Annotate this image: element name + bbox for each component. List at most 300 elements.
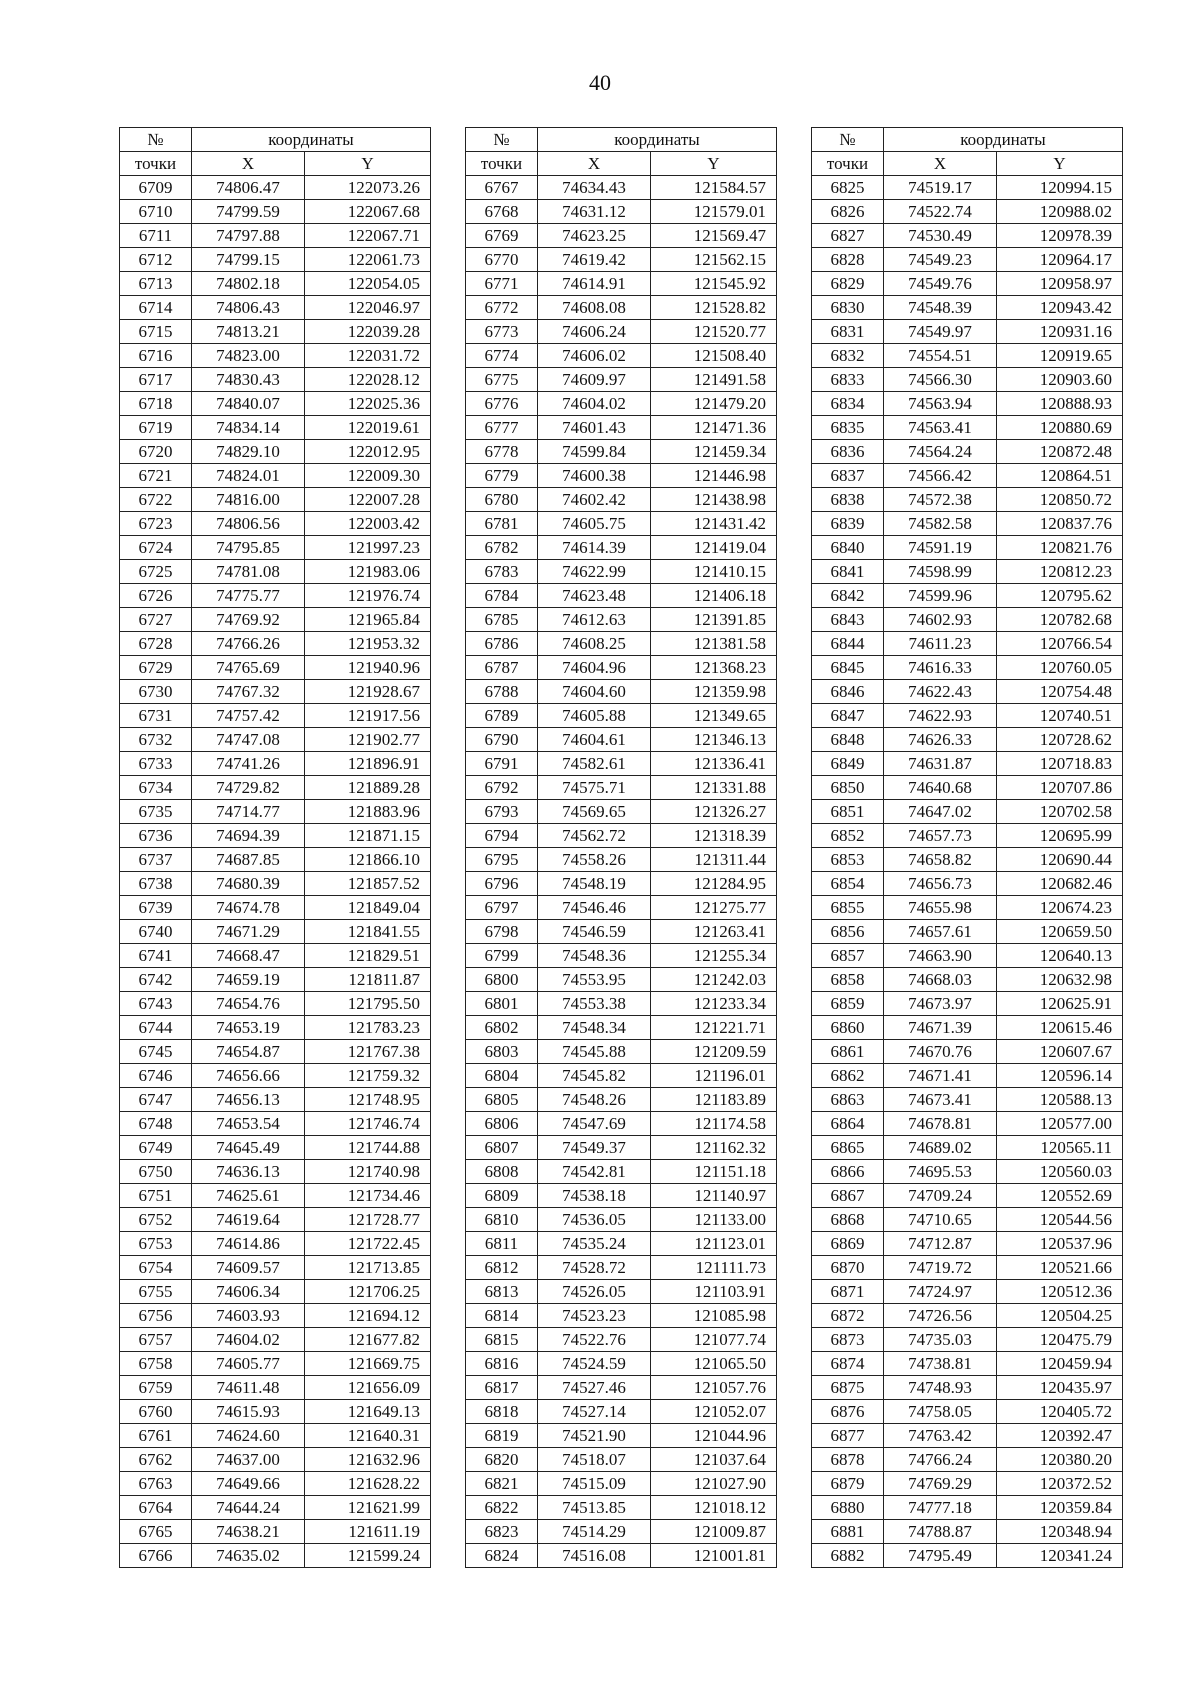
table-row: [466, 224, 777, 248]
table-row: [120, 272, 431, 296]
table-row: [812, 584, 1123, 608]
point-number-cell: 6826: [812, 200, 884, 224]
x-coordinate-cell: 74547.69: [538, 1112, 651, 1136]
point-number-cell: 6881: [812, 1520, 884, 1544]
point-number-cell: 6738: [120, 872, 192, 896]
x-coordinate-cell: 74788.87: [884, 1520, 997, 1544]
x-coordinate-cell: 74622.99: [538, 560, 651, 584]
table-row: [120, 656, 431, 680]
table-row: [466, 392, 777, 416]
y-coordinate-cell: 121628.22: [305, 1472, 431, 1496]
table-row: [466, 1472, 777, 1496]
point-number-cell: 6715: [120, 320, 192, 344]
point-number-cell: 6863: [812, 1088, 884, 1112]
point-number-cell: 6840: [812, 536, 884, 560]
x-coordinate-cell: 74649.66: [192, 1472, 305, 1496]
x-coordinate-cell: 74741.26: [192, 752, 305, 776]
x-coordinate-cell: 74663.90: [884, 944, 997, 968]
y-coordinate-cell: 121706.25: [305, 1280, 431, 1304]
table-row: [466, 800, 777, 824]
x-coordinate-cell: 74765.69: [192, 656, 305, 680]
x-coordinate-cell: 74605.77: [192, 1352, 305, 1376]
y-coordinate-cell: 121953.32: [305, 632, 431, 656]
table-row: [812, 488, 1123, 512]
point-number-cell: 6875: [812, 1376, 884, 1400]
y-coordinate-cell: 121009.87: [651, 1520, 777, 1544]
y-coordinate-cell: 122067.71: [305, 224, 431, 248]
x-coordinate-cell: 74655.98: [884, 896, 997, 920]
point-number-cell: 6780: [466, 488, 538, 512]
y-coordinate-cell: 122012.95: [305, 440, 431, 464]
y-coordinate-cell: 121318.39: [651, 824, 777, 848]
y-coordinate-cell: 121520.77: [651, 320, 777, 344]
point-number-cell: 6795: [466, 848, 538, 872]
point-number-cell: 6831: [812, 320, 884, 344]
table-row: [812, 1496, 1123, 1520]
x-coordinate-cell: 74671.41: [884, 1064, 997, 1088]
y-coordinate-cell: 121133.00: [651, 1208, 777, 1232]
y-coordinate-cell: 120821.76: [997, 536, 1123, 560]
y-coordinate-cell: 121748.95: [305, 1088, 431, 1112]
y-coordinate-cell: 121767.38: [305, 1040, 431, 1064]
table-row: [812, 512, 1123, 536]
table-row: [812, 896, 1123, 920]
x-coordinate-cell: 74631.12: [538, 200, 651, 224]
y-coordinate-cell: 120372.52: [997, 1472, 1123, 1496]
x-coordinate-cell: 74758.05: [884, 1400, 997, 1424]
x-coordinate-cell: 74671.29: [192, 920, 305, 944]
table-row: [120, 944, 431, 968]
x-coordinate-cell: 74635.02: [192, 1544, 305, 1568]
x-coordinate-cell: 74714.77: [192, 800, 305, 824]
y-coordinate-cell: 120695.99: [997, 824, 1123, 848]
point-number-cell: 6818: [466, 1400, 538, 1424]
table-row: [812, 968, 1123, 992]
y-coordinate-cell: 122054.05: [305, 272, 431, 296]
x-coordinate-cell: 74606.24: [538, 320, 651, 344]
point-number-cell: 6841: [812, 560, 884, 584]
table-row: [466, 872, 777, 896]
y-coordinate-cell: 120512.36: [997, 1280, 1123, 1304]
y-coordinate-cell: 121381.58: [651, 632, 777, 656]
y-coordinate-cell: 120625.91: [997, 992, 1123, 1016]
x-coordinate-cell: 74797.88: [192, 224, 305, 248]
y-coordinate-cell: 121902.77: [305, 728, 431, 752]
table-row: [120, 248, 431, 272]
point-number-cell: 6804: [466, 1064, 538, 1088]
y-coordinate-cell: 121584.57: [651, 176, 777, 200]
table-row: [466, 584, 777, 608]
point-number-cell: 6858: [812, 968, 884, 992]
y-coordinate-cell: 121410.15: [651, 560, 777, 584]
point-number-cell: 6807: [466, 1136, 538, 1160]
table-row: [120, 584, 431, 608]
x-coordinate-cell: 74829.10: [192, 440, 305, 464]
table-row: [466, 992, 777, 1016]
point-number-cell: 6830: [812, 296, 884, 320]
table-row: [466, 968, 777, 992]
point-number-cell: 6832: [812, 344, 884, 368]
y-coordinate-cell: 120994.15: [997, 176, 1123, 200]
y-coordinate-cell: 121528.82: [651, 296, 777, 320]
point-number-cell: 6741: [120, 944, 192, 968]
y-coordinate-cell: 121976.74: [305, 584, 431, 608]
table-row: [812, 992, 1123, 1016]
table-row: [812, 1160, 1123, 1184]
y-coordinate-cell: 120632.98: [997, 968, 1123, 992]
header-point: точки: [466, 152, 538, 176]
point-number-cell: 6712: [120, 248, 192, 272]
x-coordinate-cell: 74802.18: [192, 272, 305, 296]
y-coordinate-cell: 121037.64: [651, 1448, 777, 1472]
table-row: [466, 1256, 777, 1280]
point-number-cell: 6860: [812, 1016, 884, 1040]
point-number-cell: 6717: [120, 368, 192, 392]
point-number-cell: 6768: [466, 200, 538, 224]
table-row: [812, 1232, 1123, 1256]
table-row: [120, 872, 431, 896]
table-row: [120, 1232, 431, 1256]
table-row: [466, 272, 777, 296]
y-coordinate-cell: 121111.73: [651, 1256, 777, 1280]
table-row: [120, 1040, 431, 1064]
y-coordinate-cell: 121479.20: [651, 392, 777, 416]
table-row: [120, 1520, 431, 1544]
x-coordinate-cell: 74622.43: [884, 680, 997, 704]
y-coordinate-cell: 121446.98: [651, 464, 777, 488]
point-number-cell: 6737: [120, 848, 192, 872]
header-y: Y: [651, 152, 777, 176]
x-coordinate-cell: 74545.82: [538, 1064, 651, 1088]
y-coordinate-cell: 122019.61: [305, 416, 431, 440]
y-coordinate-cell: 120475.79: [997, 1328, 1123, 1352]
table-row: [466, 1232, 777, 1256]
y-coordinate-cell: 121997.23: [305, 536, 431, 560]
x-coordinate-cell: 74569.65: [538, 800, 651, 824]
table-row: [812, 1136, 1123, 1160]
x-coordinate-cell: 74548.26: [538, 1088, 651, 1112]
y-coordinate-cell: 120544.56: [997, 1208, 1123, 1232]
y-coordinate-cell: 120958.97: [997, 272, 1123, 296]
table-row: [812, 848, 1123, 872]
point-number-cell: 6757: [120, 1328, 192, 1352]
y-coordinate-cell: 120964.17: [997, 248, 1123, 272]
point-number-cell: 6798: [466, 920, 538, 944]
y-coordinate-cell: 120880.69: [997, 416, 1123, 440]
table-row: [120, 512, 431, 536]
point-number-cell: 6828: [812, 248, 884, 272]
y-coordinate-cell: 121940.96: [305, 656, 431, 680]
x-coordinate-cell: 74738.81: [884, 1352, 997, 1376]
point-number-cell: 6759: [120, 1376, 192, 1400]
x-coordinate-cell: 74806.47: [192, 176, 305, 200]
y-coordinate-cell: 121103.91: [651, 1280, 777, 1304]
point-number-cell: 6713: [120, 272, 192, 296]
header-coordinates: координаты: [192, 128, 431, 152]
point-number-cell: 6722: [120, 488, 192, 512]
table-row: [466, 1400, 777, 1424]
x-coordinate-cell: 74619.64: [192, 1208, 305, 1232]
table-row: [120, 1352, 431, 1376]
point-number-cell: 6817: [466, 1376, 538, 1400]
x-coordinate-cell: 74599.96: [884, 584, 997, 608]
y-coordinate-cell: 121242.03: [651, 968, 777, 992]
y-coordinate-cell: 121311.44: [651, 848, 777, 872]
point-number-cell: 6782: [466, 536, 538, 560]
point-number-cell: 6836: [812, 440, 884, 464]
x-coordinate-cell: 74514.29: [538, 1520, 651, 1544]
point-number-cell: 6855: [812, 896, 884, 920]
x-coordinate-cell: 74600.38: [538, 464, 651, 488]
x-coordinate-cell: 74536.05: [538, 1208, 651, 1232]
y-coordinate-cell: 121151.18: [651, 1160, 777, 1184]
table-row: [120, 776, 431, 800]
x-coordinate-cell: 74806.56: [192, 512, 305, 536]
table-row: [812, 1016, 1123, 1040]
x-coordinate-cell: 74823.00: [192, 344, 305, 368]
table-row: [466, 752, 777, 776]
table-row: [120, 1424, 431, 1448]
table-row: [466, 656, 777, 680]
y-coordinate-cell: 121746.74: [305, 1112, 431, 1136]
header-number: №: [120, 128, 192, 152]
x-coordinate-cell: 74604.02: [538, 392, 651, 416]
point-number-cell: 6777: [466, 416, 538, 440]
point-number-cell: 6834: [812, 392, 884, 416]
x-coordinate-cell: 74653.54: [192, 1112, 305, 1136]
x-coordinate-cell: 74726.56: [884, 1304, 997, 1328]
y-coordinate-cell: 121621.99: [305, 1496, 431, 1520]
table-row: [466, 344, 777, 368]
table-row: [120, 1400, 431, 1424]
point-number-cell: 6876: [812, 1400, 884, 1424]
y-coordinate-cell: 121001.81: [651, 1544, 777, 1568]
point-number-cell: 6787: [466, 656, 538, 680]
point-number-cell: 6808: [466, 1160, 538, 1184]
x-coordinate-cell: 74668.47: [192, 944, 305, 968]
table-row: [120, 680, 431, 704]
x-coordinate-cell: 74840.07: [192, 392, 305, 416]
point-number-cell: 6720: [120, 440, 192, 464]
table-row: [120, 1112, 431, 1136]
point-number-cell: 6820: [466, 1448, 538, 1472]
x-coordinate-cell: 74647.02: [884, 800, 997, 824]
point-number-cell: 6797: [466, 896, 538, 920]
table-row: [812, 1280, 1123, 1304]
y-coordinate-cell: 122046.97: [305, 296, 431, 320]
point-number-cell: 6726: [120, 584, 192, 608]
y-coordinate-cell: 121896.91: [305, 752, 431, 776]
table-row: [812, 776, 1123, 800]
x-coordinate-cell: 74564.24: [884, 440, 997, 464]
point-number-cell: 6809: [466, 1184, 538, 1208]
table-row: [812, 632, 1123, 656]
x-coordinate-cell: 74535.24: [538, 1232, 651, 1256]
x-coordinate-cell: 74553.95: [538, 968, 651, 992]
table-row: [120, 1208, 431, 1232]
table-row: [466, 824, 777, 848]
x-coordinate-cell: 74518.07: [538, 1448, 651, 1472]
x-coordinate-cell: 74538.18: [538, 1184, 651, 1208]
x-coordinate-cell: 74694.39: [192, 824, 305, 848]
point-number-cell: 6788: [466, 680, 538, 704]
y-coordinate-cell: 121368.23: [651, 656, 777, 680]
y-coordinate-cell: 121569.47: [651, 224, 777, 248]
table-row: [466, 1136, 777, 1160]
table-row: [466, 560, 777, 584]
x-coordinate-cell: 74813.21: [192, 320, 305, 344]
x-coordinate-cell: 74548.19: [538, 872, 651, 896]
point-number-cell: 6812: [466, 1256, 538, 1280]
x-coordinate-cell: 74747.08: [192, 728, 305, 752]
table-row: [466, 536, 777, 560]
x-coordinate-cell: 74546.59: [538, 920, 651, 944]
table-row: [120, 320, 431, 344]
point-number-cell: 6748: [120, 1112, 192, 1136]
y-coordinate-cell: 122031.72: [305, 344, 431, 368]
point-number-cell: 6731: [120, 704, 192, 728]
point-number-cell: 6866: [812, 1160, 884, 1184]
table-row: [120, 416, 431, 440]
table-row: [812, 536, 1123, 560]
y-coordinate-cell: 120707.86: [997, 776, 1123, 800]
table-row: [466, 1376, 777, 1400]
x-coordinate-cell: 74729.82: [192, 776, 305, 800]
table-row: [466, 368, 777, 392]
point-number-cell: 6761: [120, 1424, 192, 1448]
point-number-cell: 6760: [120, 1400, 192, 1424]
y-coordinate-cell: 120588.13: [997, 1088, 1123, 1112]
y-coordinate-cell: 121263.41: [651, 920, 777, 944]
point-number-cell: 6802: [466, 1016, 538, 1040]
y-coordinate-cell: 122007.28: [305, 488, 431, 512]
point-number-cell: 6856: [812, 920, 884, 944]
y-coordinate-cell: 121871.15: [305, 824, 431, 848]
y-coordinate-cell: 121438.98: [651, 488, 777, 512]
point-number-cell: 6784: [466, 584, 538, 608]
y-coordinate-cell: 120560.03: [997, 1160, 1123, 1184]
y-coordinate-cell: 121669.75: [305, 1352, 431, 1376]
table-row: [120, 1448, 431, 1472]
point-number-cell: 6833: [812, 368, 884, 392]
y-coordinate-cell: 120760.05: [997, 656, 1123, 680]
table-row: [466, 1304, 777, 1328]
x-coordinate-cell: 74563.94: [884, 392, 997, 416]
point-number-cell: 6793: [466, 800, 538, 824]
y-coordinate-cell: 121722.45: [305, 1232, 431, 1256]
y-coordinate-cell: 121611.19: [305, 1520, 431, 1544]
table-row: [120, 728, 431, 752]
x-coordinate-cell: 74670.76: [884, 1040, 997, 1064]
table-row: [812, 920, 1123, 944]
point-number-cell: 6847: [812, 704, 884, 728]
point-number-cell: 6854: [812, 872, 884, 896]
point-number-cell: 6844: [812, 632, 884, 656]
point-number-cell: 6815: [466, 1328, 538, 1352]
point-number-cell: 6775: [466, 368, 538, 392]
table-row: [120, 1496, 431, 1520]
x-coordinate-cell: 74657.73: [884, 824, 997, 848]
table-row: [120, 344, 431, 368]
y-coordinate-cell: 121562.15: [651, 248, 777, 272]
table-row: [812, 1304, 1123, 1328]
table-row: [466, 896, 777, 920]
y-coordinate-cell: 121255.34: [651, 944, 777, 968]
x-coordinate-cell: 74602.42: [538, 488, 651, 512]
table-row: [466, 1088, 777, 1112]
table-row: [812, 1424, 1123, 1448]
table-row: [120, 1256, 431, 1280]
x-coordinate-cell: 74601.43: [538, 416, 651, 440]
table-row: [812, 872, 1123, 896]
point-number-cell: 6763: [120, 1472, 192, 1496]
table-body: [466, 176, 777, 1568]
point-number-cell: 6730: [120, 680, 192, 704]
y-coordinate-cell: 120872.48: [997, 440, 1123, 464]
table-row: [120, 968, 431, 992]
y-coordinate-cell: 120978.39: [997, 224, 1123, 248]
point-number-cell: 6723: [120, 512, 192, 536]
y-coordinate-cell: 120766.54: [997, 632, 1123, 656]
y-coordinate-cell: 120931.16: [997, 320, 1123, 344]
point-number-cell: 6786: [466, 632, 538, 656]
x-coordinate-cell: 74619.42: [538, 248, 651, 272]
point-number-cell: 6733: [120, 752, 192, 776]
x-coordinate-cell: 74612.63: [538, 608, 651, 632]
point-number-cell: 6718: [120, 392, 192, 416]
point-number-cell: 6825: [812, 176, 884, 200]
table-row: [812, 1520, 1123, 1544]
y-coordinate-cell: 120837.76: [997, 512, 1123, 536]
table-row: [120, 464, 431, 488]
point-number-cell: 6810: [466, 1208, 538, 1232]
header-x: X: [538, 152, 651, 176]
point-number-cell: 6770: [466, 248, 538, 272]
table-row: [120, 1472, 431, 1496]
x-coordinate-cell: 74513.85: [538, 1496, 651, 1520]
x-coordinate-cell: 74626.33: [884, 728, 997, 752]
x-coordinate-cell: 74602.93: [884, 608, 997, 632]
point-number-cell: 6762: [120, 1448, 192, 1472]
table-row: [120, 1160, 431, 1184]
x-coordinate-cell: 74548.39: [884, 296, 997, 320]
y-coordinate-cell: 121027.90: [651, 1472, 777, 1496]
y-coordinate-cell: 120754.48: [997, 680, 1123, 704]
y-coordinate-cell: 121734.46: [305, 1184, 431, 1208]
y-coordinate-cell: 121983.06: [305, 560, 431, 584]
y-coordinate-cell: 121579.01: [651, 200, 777, 224]
point-number-cell: 6800: [466, 968, 538, 992]
y-coordinate-cell: 121640.31: [305, 1424, 431, 1448]
y-coordinate-cell: 121795.50: [305, 992, 431, 1016]
y-coordinate-cell: 121713.85: [305, 1256, 431, 1280]
point-number-cell: 6719: [120, 416, 192, 440]
y-coordinate-cell: 122028.12: [305, 368, 431, 392]
x-coordinate-cell: 74654.76: [192, 992, 305, 1016]
y-coordinate-cell: 121431.42: [651, 512, 777, 536]
point-number-cell: 6829: [812, 272, 884, 296]
table-row: [120, 896, 431, 920]
table-row: [466, 320, 777, 344]
x-coordinate-cell: 74795.49: [884, 1544, 997, 1568]
point-number-cell: 6725: [120, 560, 192, 584]
x-coordinate-cell: 74830.43: [192, 368, 305, 392]
y-coordinate-cell: 120903.60: [997, 368, 1123, 392]
y-coordinate-cell: 121336.41: [651, 752, 777, 776]
x-coordinate-cell: 74631.87: [884, 752, 997, 776]
point-number-cell: 6859: [812, 992, 884, 1016]
y-coordinate-cell: 120674.23: [997, 896, 1123, 920]
